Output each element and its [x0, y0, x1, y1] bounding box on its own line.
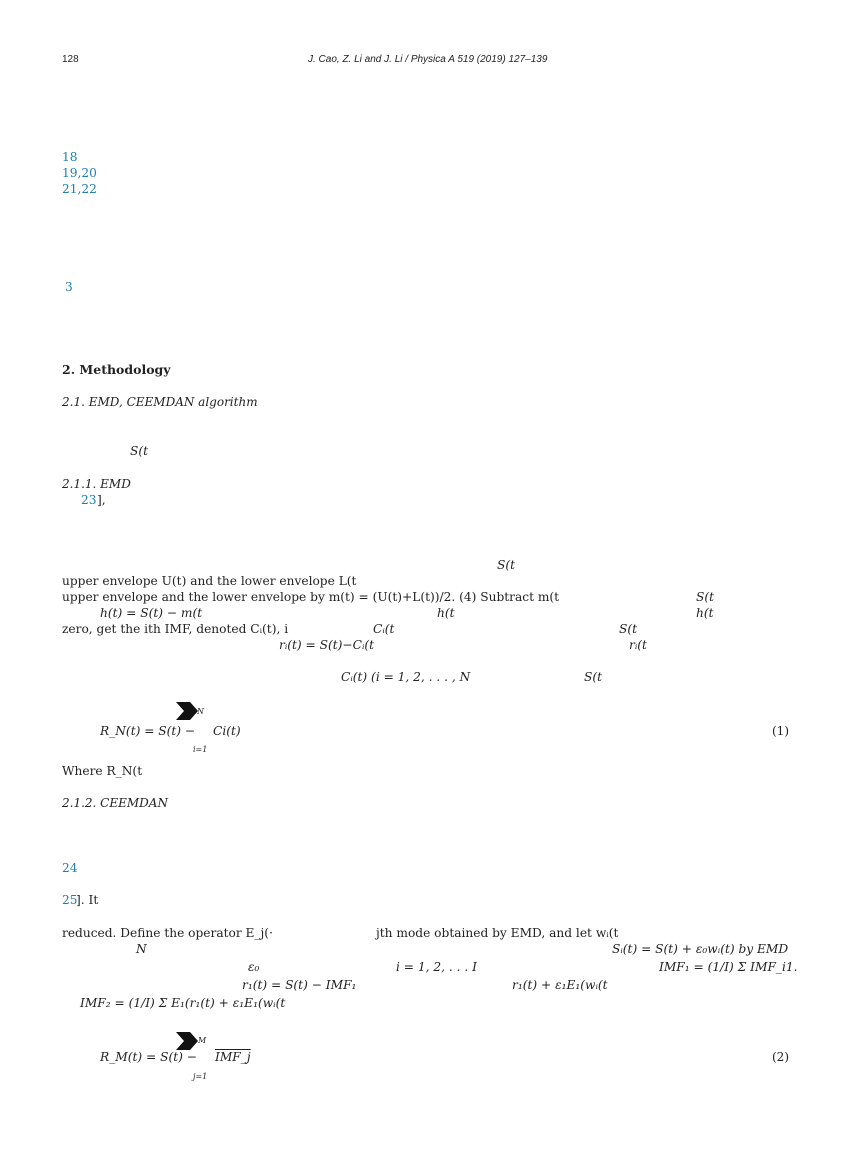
- equation-lhs: R_M(t) = S(t) −: [100, 1050, 197, 1064]
- text-line: upper envelope U(t) and the lower envelope L(t: [62, 574, 357, 588]
- equation-superscript: N: [197, 707, 204, 716]
- math-fragment: rᵢ(t) = S(t)−Cᵢ(t: [279, 638, 375, 652]
- section-heading: 2. Methodology: [62, 362, 171, 377]
- math-fragment: S(t: [619, 622, 638, 636]
- equation-number: (2): [772, 1050, 789, 1064]
- math-fragment: S(t: [696, 590, 715, 604]
- text-line: jth mode obtained by EMD, and let wᵢ(t: [376, 926, 619, 940]
- math-fragment: IMF₁ = (1/I) Σ IMF_i1.: [659, 960, 798, 974]
- text-line: upper envelope and the lower envelope by m(t) = (U(t)+L(t))/2. (4) Subtract m(t: [62, 590, 560, 604]
- equation-superscript: M: [198, 1036, 207, 1045]
- math-fragment: Sᵢ(t) = S(t) + ε₀wᵢ(t) by EMD: [612, 942, 789, 956]
- equation-term: Ci(t): [213, 724, 241, 738]
- math-fragment: h(t) = S(t) − m(t: [100, 606, 203, 620]
- citation-link[interactable]: 19,20: [62, 166, 97, 180]
- subsubsection-heading: 2.1.2. CEEMDAN: [62, 796, 168, 810]
- math-fragment: Cᵢ(t: [373, 622, 395, 636]
- math-fragment: h(t: [696, 606, 714, 620]
- citation-link[interactable]: 23: [81, 493, 97, 507]
- math-fragment: ε₀: [248, 960, 260, 974]
- equation-number: (1): [772, 724, 789, 738]
- equation-subscript: j=1: [193, 1072, 208, 1081]
- text-fragment: ],: [97, 493, 106, 507]
- subsubsection-heading: 2.1.1. EMD: [62, 477, 131, 491]
- citation-link[interactable]: 24: [62, 861, 78, 875]
- math-fragment: S(t: [584, 670, 603, 684]
- equation-lhs: R_N(t) = S(t) −: [100, 724, 196, 738]
- citation-link[interactable]: 18: [62, 150, 78, 164]
- equation-subscript: i=1: [193, 745, 208, 754]
- subsection-heading: 2.1. EMD, CEEMDAN algorithm: [62, 395, 258, 409]
- math-fragment: r₁(t) = S(t) − IMF₁: [242, 978, 357, 992]
- math-fragment: IMF₂ = (1/I) Σ E₁(r₁(t) + ε₁E₁(wᵢ(t: [80, 996, 286, 1010]
- math-fragment: N: [136, 942, 147, 956]
- math-fragment: i = 1, 2, . . . I: [396, 960, 477, 974]
- math-fragment: h(t: [437, 606, 455, 620]
- running-title: J. Cao, Z. Li and J. Li / Physica A 519 (2019) 127–139: [308, 54, 548, 65]
- citation-link[interactable]: 3: [65, 280, 73, 294]
- text-fragment: ]. It: [76, 893, 99, 907]
- math-fragment: S(t: [130, 444, 149, 458]
- math-fragment: r₁(t) + ε₁E₁(wᵢ(t: [512, 978, 608, 992]
- math-fragment: rᵢ(t: [629, 638, 647, 652]
- citation-link[interactable]: 25: [62, 893, 78, 907]
- text-line: reduced. Define the operator E_j(·: [62, 926, 273, 940]
- text-line: Where R_N(t: [62, 764, 143, 778]
- math-fragment: Cᵢ(t) (i = 1, 2, . . . , N: [341, 670, 471, 684]
- citation-link[interactable]: 21,22: [62, 182, 97, 196]
- page-number: 128: [62, 54, 79, 65]
- equation-term: IMF_j: [215, 1050, 251, 1064]
- text-line: zero, get the ith IMF, denoted Cᵢ(t), i: [62, 622, 289, 636]
- math-fragment: S(t: [497, 558, 516, 572]
